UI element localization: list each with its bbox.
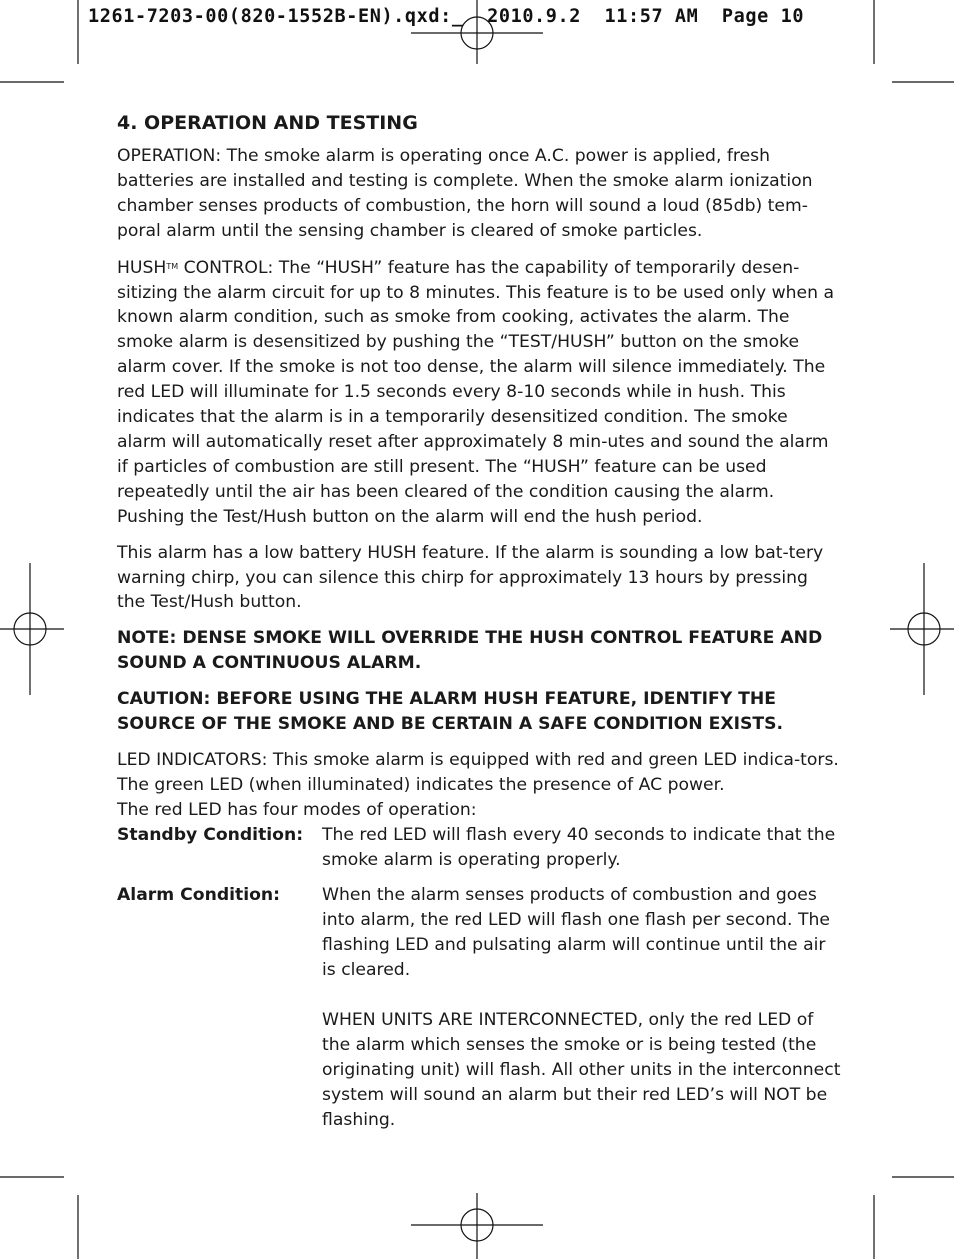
caution-paragraph: CAUTION: BEFORE USING THE ALARM HUSH FEATURE, IDENTIFY THE SOURCE OF THE SMOKE AND BE CERTAIN A SAFE CONDITION EXISTS. [117, 689, 784, 735]
standby-term: Standby Condition: [117, 824, 304, 845]
spacer [322, 983, 841, 1008]
operation-paragraph: OPERATION: The smoke alarm is operating once A.C. power is applied, fresh batteries are installed and testing is complete. When the smoke alarm ionization chamber senses products of combustion, the horn will sound a loud (85db) tem-poral alarm until the sensing chamber is cleared of smoke particles. [117, 146, 813, 241]
document-body [117, 110, 841, 1133]
hush-control-paragraph [117, 255, 841, 530]
standby-desc: The red LED will flash every 40 seconds to indicate that the smoke alarm is operating properly. [322, 824, 836, 870]
slug-date: 2010.9.2 [487, 6, 582, 27]
led-indicators-section [117, 748, 841, 1133]
alarm-desc-interconnect: WHEN UNITS ARE INTERCONNECTED, only the red LED of the alarm which senses the smoke or is being tested (the originating unit) will flash. All other units in the interconnect system will sound an alarm but their red LED’s will NOT be flashing. [322, 1010, 841, 1130]
alarm-desc-main: When the alarm senses products of combustion and goes into alarm, the red LED will flash one flash per second. The flashing LED and pulsating alarm will continue until the air is cleared. [322, 885, 830, 981]
alarm-condition [117, 883, 841, 1132]
slug-time: 11:57 AM [604, 6, 699, 27]
registration-mark-top [411, 0, 543, 64]
slug-page: Page 10 [721, 6, 805, 27]
registration-mark-bottom [411, 1193, 543, 1259]
alarm-term: Alarm Condition: [117, 885, 281, 906]
alarm-desc [322, 883, 841, 1132]
slug-file: 1261-7203-00(820-1552B-EN).qxd:_ [88, 6, 464, 27]
led-intro: LED INDICATORS: This smoke alarm is equipped with red and green LED indica-tors. The green LED (when illuminated) indicates the presence of AC power. [117, 749, 839, 795]
standby-condition [117, 823, 841, 873]
led-modes-intro: The red LED has four modes of operation: [117, 799, 477, 820]
trademark-mark: TM [166, 261, 179, 271]
registration-mark-right [890, 563, 954, 695]
section-heading: 4. OPERATION AND TESTING [117, 112, 418, 134]
note-paragraph: NOTE: DENSE SMOKE WILL OVERRIDE THE HUSH CONTROL FEATURE AND SOUND A CONTINUOUS ALARM. [117, 628, 823, 674]
low-battery-paragraph: This alarm has a low battery HUSH feature. If the alarm is sounding a low bat-tery warning chirp, you can silence this chirp for approximately 13 hours by pressing the Test/Hush button. [117, 542, 824, 613]
hush-body: CONTROL: The “HUSH” feature has the capability of temporarily desen-sitizing the alarm circuit for up to 8 minutes. This feature is to be used only when a known alarm condition, such as smoke from cooking, activates the alarm. The smoke alarm is desensitized by pushing the “TEST/HUSH” button on the smoke alarm cover. If the smoke is not too dense, the alarm will silence immediately. The red LED will illuminate for 1.5 seconds every 8-10 seconds while in hush. This indicates that the alarm is in a temporarily desensitized condition. The smoke alarm will automatically reset after approximately 8 min-utes and sound the alarm if particles of combustion are still present. The “HUSH” feature can be used repeatedly until the air has been cleared of the condition causing the alarm. Pushing the Test/Hush button on the alarm will end the hush period. [117, 257, 834, 527]
registration-mark-left [0, 563, 64, 695]
hush-label: HUSH [117, 257, 167, 278]
